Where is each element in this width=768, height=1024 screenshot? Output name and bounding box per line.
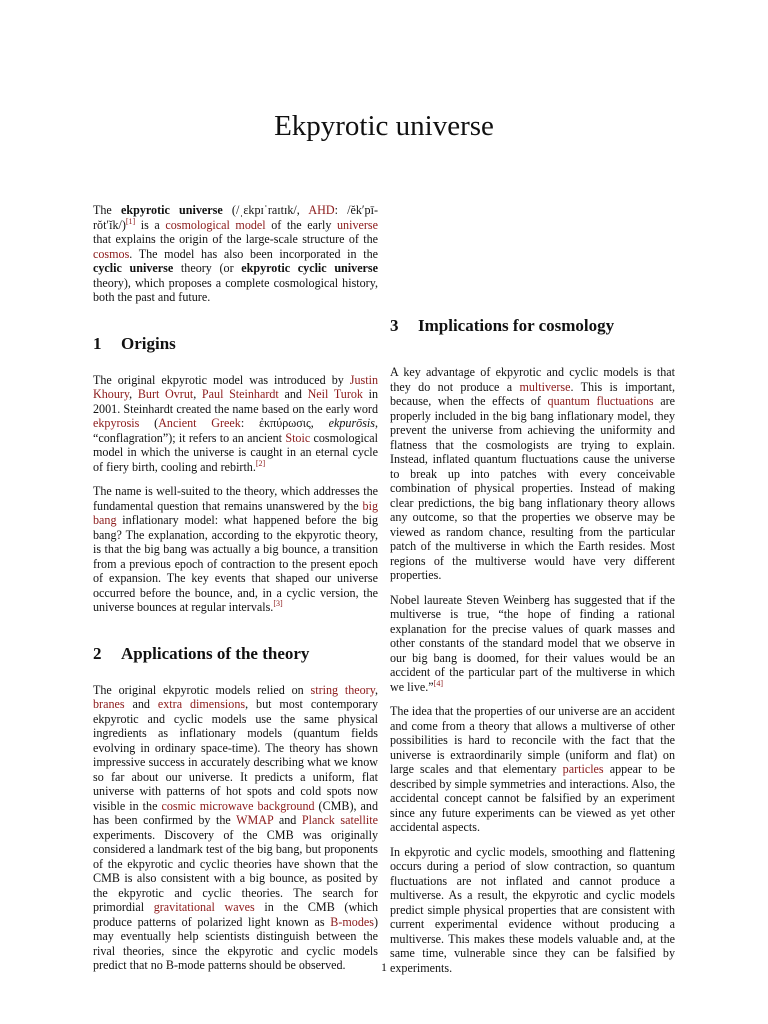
section-heading-applications (93, 643, 378, 665)
text-run: theory), which proposes a complete cosmological history, both the past and future. (93, 275, 378, 304)
link-ekpyrosis[interactable]: ekpyrosis (93, 416, 140, 430)
page-title: Ekpyrotic universe (274, 110, 494, 142)
text-run: , (129, 387, 138, 401)
link-universe[interactable]: universe (337, 217, 378, 232)
implications-paragraph-1 (390, 365, 675, 583)
section-title: Applications of the theory (121, 643, 310, 663)
section-title: Implications for cosmology (418, 316, 615, 335)
text-run: experiments. Discovery of the CMB was originally considered a landmark test of the big bang, but proponents of the ekpyrotic and cyclic theories have shown that the CMB is also consistent with a big bounce, as posited by the ekpyrotic and cyclic theories. The search for primordial (93, 827, 378, 914)
text-run: appear to be described by simple symmetries and interactions. Also, the accidental concept cannot be falsified by an experiment since any future experiments can be viewed as yet other accidental aspects. (390, 762, 675, 834)
citation-2[interactable]: [2] (255, 458, 266, 468)
section-number: 3 (390, 316, 399, 335)
text-run: : ἐκπύρωσις, (240, 416, 329, 430)
italic-term: ekpurōsis (328, 416, 375, 430)
link-quantum-fluctuations[interactable]: quantum fluctuations (547, 394, 654, 408)
text-run: The idea that the properties of our universe are an accident and come from a theory that allows a multiverse of other possibilities is hard to reconcile with the fact that the universe is extraordinarily simple (uniform and flat) on large scales and that elementary (390, 704, 675, 776)
link-cosmic-microwave-background[interactable]: cosmic microwave background (161, 798, 315, 813)
text-run: The name is well-suited to the theory, which addresses the fundamental question that remains unanswered by the (93, 484, 378, 513)
text-run: and (273, 813, 302, 827)
link-cosmological-model[interactable]: cosmological model (165, 217, 266, 232)
citation-3[interactable]: [3] (273, 598, 283, 608)
text-run: ( (139, 416, 159, 430)
link-justin-khoury[interactable]: Justin Khoury (93, 372, 378, 401)
link-stoic[interactable]: Stoic (285, 430, 311, 445)
link-big-bang[interactable]: big bang (93, 498, 378, 527)
text-run: is a (135, 217, 166, 232)
link-b-modes[interactable]: B-modes (330, 914, 374, 929)
text-run: ) may eventually help scientists distinguish between the rival theories, since the ekpyrotic and cyclic models predict that no B-mode patterns should be observed. (93, 914, 378, 972)
link-extra-dimensions[interactable]: extra dimensions (157, 697, 246, 711)
text-run: The (93, 203, 122, 217)
link-burt-ovrut[interactable]: Burt Ovrut (137, 387, 194, 401)
left-column (93, 203, 378, 983)
section-heading-origins (93, 333, 378, 355)
section-heading-implications (390, 315, 675, 337)
text-run: and (124, 697, 158, 711)
right-column (390, 203, 675, 985)
text-run: . The model has also been incorporated in the (129, 246, 378, 261)
text-run: : /ĕk′pī-rŏt′ĭk/) (93, 203, 378, 232)
page-number: 1 (381, 960, 387, 974)
text-run: are properly included in the big bang inflationary model, they prevent the universe from achieving the uniformity and flatness that the cosmologists are trying to explain. Instead, inflated quantum fluctuations cause the universe to break up into patches with every conceivable combination of physical properties. Instead of making clear predictions, the big bang inflationary theory allows any outcome, so that the properties we observe may be viewed as random chance, resulting from the particular patch of the multiverse in which the Earth resides. Most regions of the multiverse would have very different properties. (390, 394, 675, 582)
text-run: inflationary model: what happened before the big bang? The explanation, according to the ekpyrotic theory, is that the big bang was actually a big bounce, a transition from a previous epoch of contraction to the present epoch of expansion. The key events that shaped our universe occurred before the bounce, and, in a cyclic version, the universe bounces at regular intervals. (93, 513, 378, 614)
bold-term: ekpyrotic cyclic universe (241, 261, 379, 275)
text-run: , “conflagration”); it refers to an ancient (93, 416, 378, 445)
link-planck-satellite[interactable]: Planck satellite (301, 813, 378, 827)
implications-paragraph-2 (390, 593, 675, 695)
link-string-theory[interactable]: string theory (310, 682, 375, 697)
text-run: The original ekpyrotic models relied on (93, 682, 311, 697)
text-run: , (374, 682, 378, 697)
origins-paragraph-2 (93, 484, 378, 615)
bold-term: cyclic universe (93, 261, 174, 275)
text-run: (/ˌɛkpɪˈraɪtɪk/, (222, 203, 309, 217)
text-run: (CMB), and has been confirmed by the (93, 798, 378, 827)
origins-paragraph-1 (93, 373, 378, 475)
text-run: of the early (265, 217, 337, 232)
implications-paragraph-4 (390, 845, 675, 976)
text-run: that explains the origin of the large-scale structure of the (93, 232, 378, 246)
text-run: The original ekpyrotic model was introduced by (93, 372, 350, 387)
text-run: . This is important, because, when the effects of (390, 379, 675, 408)
text-run: theory (or (173, 261, 242, 275)
text-run: , but most contemporary ekpyrotic and cyclic models use the same physical ingredients as inflationary models (quantum fields evolving in ordinary space-time). The theory has shown impressive success in accurately describing what we know so far about our universe. It predicts a uniform, flat universe with patterns of hot spots and cold spots now visible in the (93, 697, 378, 813)
text-run: , (193, 387, 202, 401)
text-run: in the CMB (which produce patterns of polarized light known as (93, 900, 378, 929)
link-ancient-greek[interactable]: Ancient Greek (158, 416, 241, 430)
link-neil-turok[interactable]: Neil Turok (307, 387, 363, 401)
text-run: Nobel laureate Steven Weinberg has suggested that if the multiverse is true, “the hope of finding a rational explanation for the precise values of quark masses and other constants of the standard model that we observe in our big bang is doomed, for their values would be an accident of the particular part of the multiverse in which we live.” (390, 592, 675, 694)
link-multiverse[interactable]: multiverse (519, 379, 571, 394)
text-run: In ekpyrotic and cyclic models, smoothing and flattening occurs during a period of slow contraction, so quantum fluctuations are not inflated and cannot produce a multiverse. As a result, the ekpyrotic and cyclic models predict simple physical properties that are consistent with current experimental evidence without producing a multiverse. This makes these models valuable and, at the same time, vulnerable since they can be falsified by experiments. (390, 844, 675, 975)
citation-4[interactable]: [4] (433, 678, 443, 688)
applications-paragraph-1 (93, 683, 378, 973)
section-title: Origins (121, 333, 176, 353)
text-run: in 2001. Steinhardt created the name based on the early word (93, 387, 379, 416)
text-run: cosmological model in which the universe is caught in an eternal cycle of fiery birth, cooling and rebirth. (93, 430, 378, 474)
link-branes[interactable]: branes (93, 697, 125, 711)
text-run: and (278, 387, 308, 401)
bold-term: ekpyrotic universe (121, 203, 223, 217)
link-paul-steinhardt[interactable]: Paul Steinhardt (201, 387, 279, 401)
link-ahd[interactable]: AHD (308, 203, 335, 217)
link-gravitational-waves[interactable]: gravitational waves (153, 900, 255, 914)
intro-paragraph (93, 203, 378, 305)
citation-1[interactable]: [1] (125, 216, 136, 226)
text-run: A key advantage of ekpyrotic and cyclic models is that they do not produce a (390, 365, 675, 394)
link-cosmos[interactable]: cosmos (93, 246, 130, 261)
implications-paragraph-3 (390, 704, 675, 835)
link-wmap[interactable]: WMAP (236, 813, 274, 827)
section-number: 1 (93, 333, 102, 353)
link-particles[interactable]: particles (562, 762, 604, 776)
section-number: 2 (93, 643, 102, 663)
